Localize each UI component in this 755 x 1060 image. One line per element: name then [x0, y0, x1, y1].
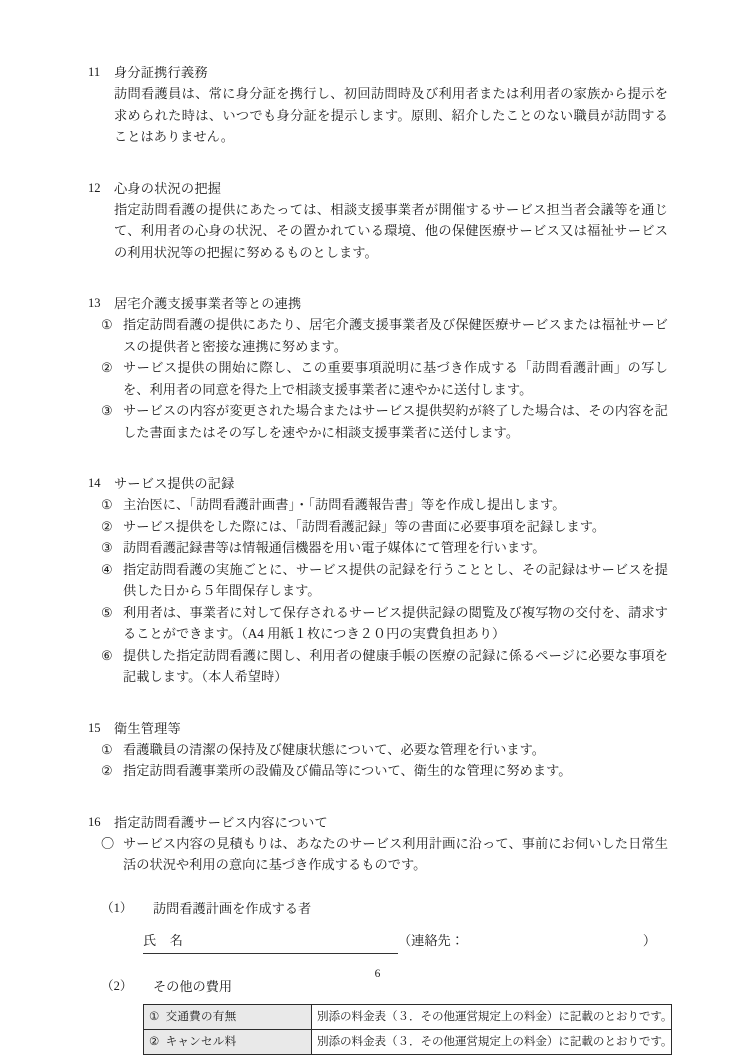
list-item: [101, 494, 668, 516]
contact-close-paren: ）: [642, 933, 656, 948]
list-item: [101, 357, 668, 400]
list-item: [101, 400, 668, 443]
fee-row-1-value: 別添の料金表（３．その他運営規定上の料金）に記載のとおりです。: [312, 1004, 672, 1029]
section-15: [88, 718, 668, 782]
section-14-title: サービス提供の記録: [114, 476, 235, 491]
section-11-heading: [88, 62, 668, 83]
section-14-heading: [88, 473, 668, 494]
list-marker-icon: ③: [101, 403, 113, 418]
section-16: [88, 812, 673, 1055]
list-item-text: 看護職員の清潔の保持及び健康状態について、必要な管理を行います。: [123, 741, 546, 757]
page-number: 6: [374, 968, 381, 980]
list-item-text: 指定訪問看護の実施ごとに、サービス提供の記録を行うこととし、その記録はサービスを提供した日から５年間保存します。: [123, 561, 668, 598]
table-row: [144, 1004, 672, 1029]
list-marker-icon: ①: [101, 497, 113, 512]
list-item-text: サービス内容の見積もりは、あなたのサービス利用計画に沿って、事前にお伺いした日常生活の状況や利用の意向に基づき作成するものです。: [123, 835, 668, 872]
list-marker-icon: ①: [101, 317, 113, 332]
section-12-number: 12: [88, 180, 101, 195]
list-item: [101, 516, 668, 538]
section-15-number: 15: [88, 720, 101, 735]
list-marker-icon: ③: [101, 540, 113, 555]
list-item: [101, 760, 668, 782]
list-item-text: サービスの内容が変更された場合またはサービス提供契約が終了した場合は、その内容を記した書面またはその写しを速やかに相談支援事業者に送付します。: [123, 403, 668, 440]
list-marker-icon: ②: [101, 518, 113, 534]
subsection-2-marker: （2）: [101, 979, 133, 993]
spacer: [88, 876, 668, 898]
fee-table-wrapper: [143, 1004, 673, 1055]
list-item: [101, 739, 668, 761]
section-12-body: 指定訪問看護の提供にあたっては、相談支援事業者が開催するサービス担当者会議等を通じて、利用者の心身の状況、その置かれている環境、他の保健医療サービス又は福祉サービスの利用状況等の把握に努めるものとします。: [114, 201, 668, 260]
list-item-text: サービス提供の開始に際し、この重要事項説明に基づき作成する「訪問看護計画」の写しを、利用者の同意を得た上で相談支援事業者に速やかに送付します。: [123, 360, 668, 397]
section-13-number: 13: [88, 296, 101, 310]
spacer: [88, 688, 668, 718]
name-field[interactable]: 氏 名: [143, 930, 398, 954]
section-12: [88, 178, 668, 264]
subsection-1-marker: （1）: [101, 900, 133, 915]
subsection-1-label: 訪問看護計画を作成する者: [153, 900, 312, 916]
fee-row-2-key: キャンセル料: [165, 1034, 237, 1048]
list-marker-icon: ②: [149, 1034, 160, 1048]
subsection-2-label: その他の費用: [153, 979, 233, 994]
section-11-title: 身分証携行義務: [114, 65, 208, 80]
page-content: [88, 62, 673, 1055]
list-marker-icon: ①: [149, 1009, 160, 1023]
contact-label: （連絡先：: [398, 933, 464, 948]
list-item: [101, 314, 668, 357]
circle-bullet-icon: 〇: [101, 835, 115, 851]
section-13: [88, 293, 668, 443]
fee-table: [143, 1004, 672, 1055]
fee-row-2-key-cell: [144, 1029, 312, 1054]
list-item: [101, 645, 668, 688]
subsection-1: [101, 898, 668, 920]
list-item-text: 指定訪問看護の提供にあたり、居宅介護支援事業者及び保健医療サービスまたは福祉サービスの提供者と密接な連携に努めます。: [123, 317, 668, 354]
list-item: [101, 602, 668, 645]
section-11-body: 訪問看護員は、常に身分証を携行し、初回訪問時及び利用者または利用者の家族から提示を求められた時は、いつでも身分証を提示します。原則、紹介したことのない職員が訪問することはありません。: [114, 86, 668, 144]
list-item-text: 利用者は、事業者に対して保存されるサービス提供記録の閲覧及び複写物の交付を、請求することができます。（A4 用紙１枚につき２０円の実費負担あり）: [123, 604, 668, 641]
fee-row-1-key: 交通費の有無: [165, 1009, 237, 1023]
list-item-text: 指定訪問看護事業所の設備及び備品等について、衛生的な管理に努めます。: [123, 763, 572, 778]
section-12-title: 心身の状況の把握: [114, 180, 222, 196]
fee-row-2-value: 別添の料金表（３．その他運営規定上の料金）に記載のとおりです。: [312, 1029, 672, 1054]
section-16-number: 16: [88, 814, 101, 829]
list-item-text: サービス提供をした際には、「訪問看護記録」等の書面に必要事項を記録します。: [123, 518, 606, 534]
section-16-heading: [88, 812, 668, 833]
list-marker-icon: ②: [101, 763, 113, 778]
section-15-heading: [88, 718, 668, 739]
table-row: [144, 1029, 672, 1054]
list-marker-icon: ⑥: [101, 647, 113, 663]
section-16-title: 指定訪問看護サービス内容について: [114, 814, 328, 830]
list-item: [101, 833, 668, 876]
spacer: [88, 263, 668, 293]
section-15-title: 衛生管理等: [114, 720, 181, 736]
list-marker-icon: ④: [101, 561, 113, 577]
list-item: [101, 559, 668, 602]
list-marker-icon: ①: [101, 741, 113, 757]
list-item: [101, 537, 668, 559]
list-marker-icon: ⑤: [101, 604, 113, 620]
list-marker-icon: ②: [101, 360, 113, 375]
fee-row-1-key-cell: [144, 1004, 312, 1029]
section-13-title: 居宅介護支援事業者等との連携: [114, 296, 302, 311]
spacer: [88, 782, 668, 812]
section-11: [88, 62, 668, 148]
list-item-text: 提供した指定訪問看護に関し、利用者の健康手帳の医療の記録に係るページに必要な事項を記載します。（本人希望時）: [123, 647, 668, 684]
section-14-number: 14: [88, 476, 101, 490]
section-14: [88, 473, 668, 688]
list-item-text: 主治医に、「訪問看護計画書」・「訪問看護報告書」等を作成し提出します。: [123, 497, 566, 512]
section-13-heading: [88, 293, 668, 314]
spacer: [88, 919, 668, 930]
name-contact-row: [143, 930, 668, 954]
spacer: [88, 443, 668, 473]
section-11-number: 11: [88, 65, 101, 79]
spacer: [88, 148, 668, 178]
section-12-heading: [88, 178, 668, 199]
list-item-text: 訪問看護記録書等は情報通信機器を用い電子媒体にて管理を行います。: [123, 540, 546, 555]
